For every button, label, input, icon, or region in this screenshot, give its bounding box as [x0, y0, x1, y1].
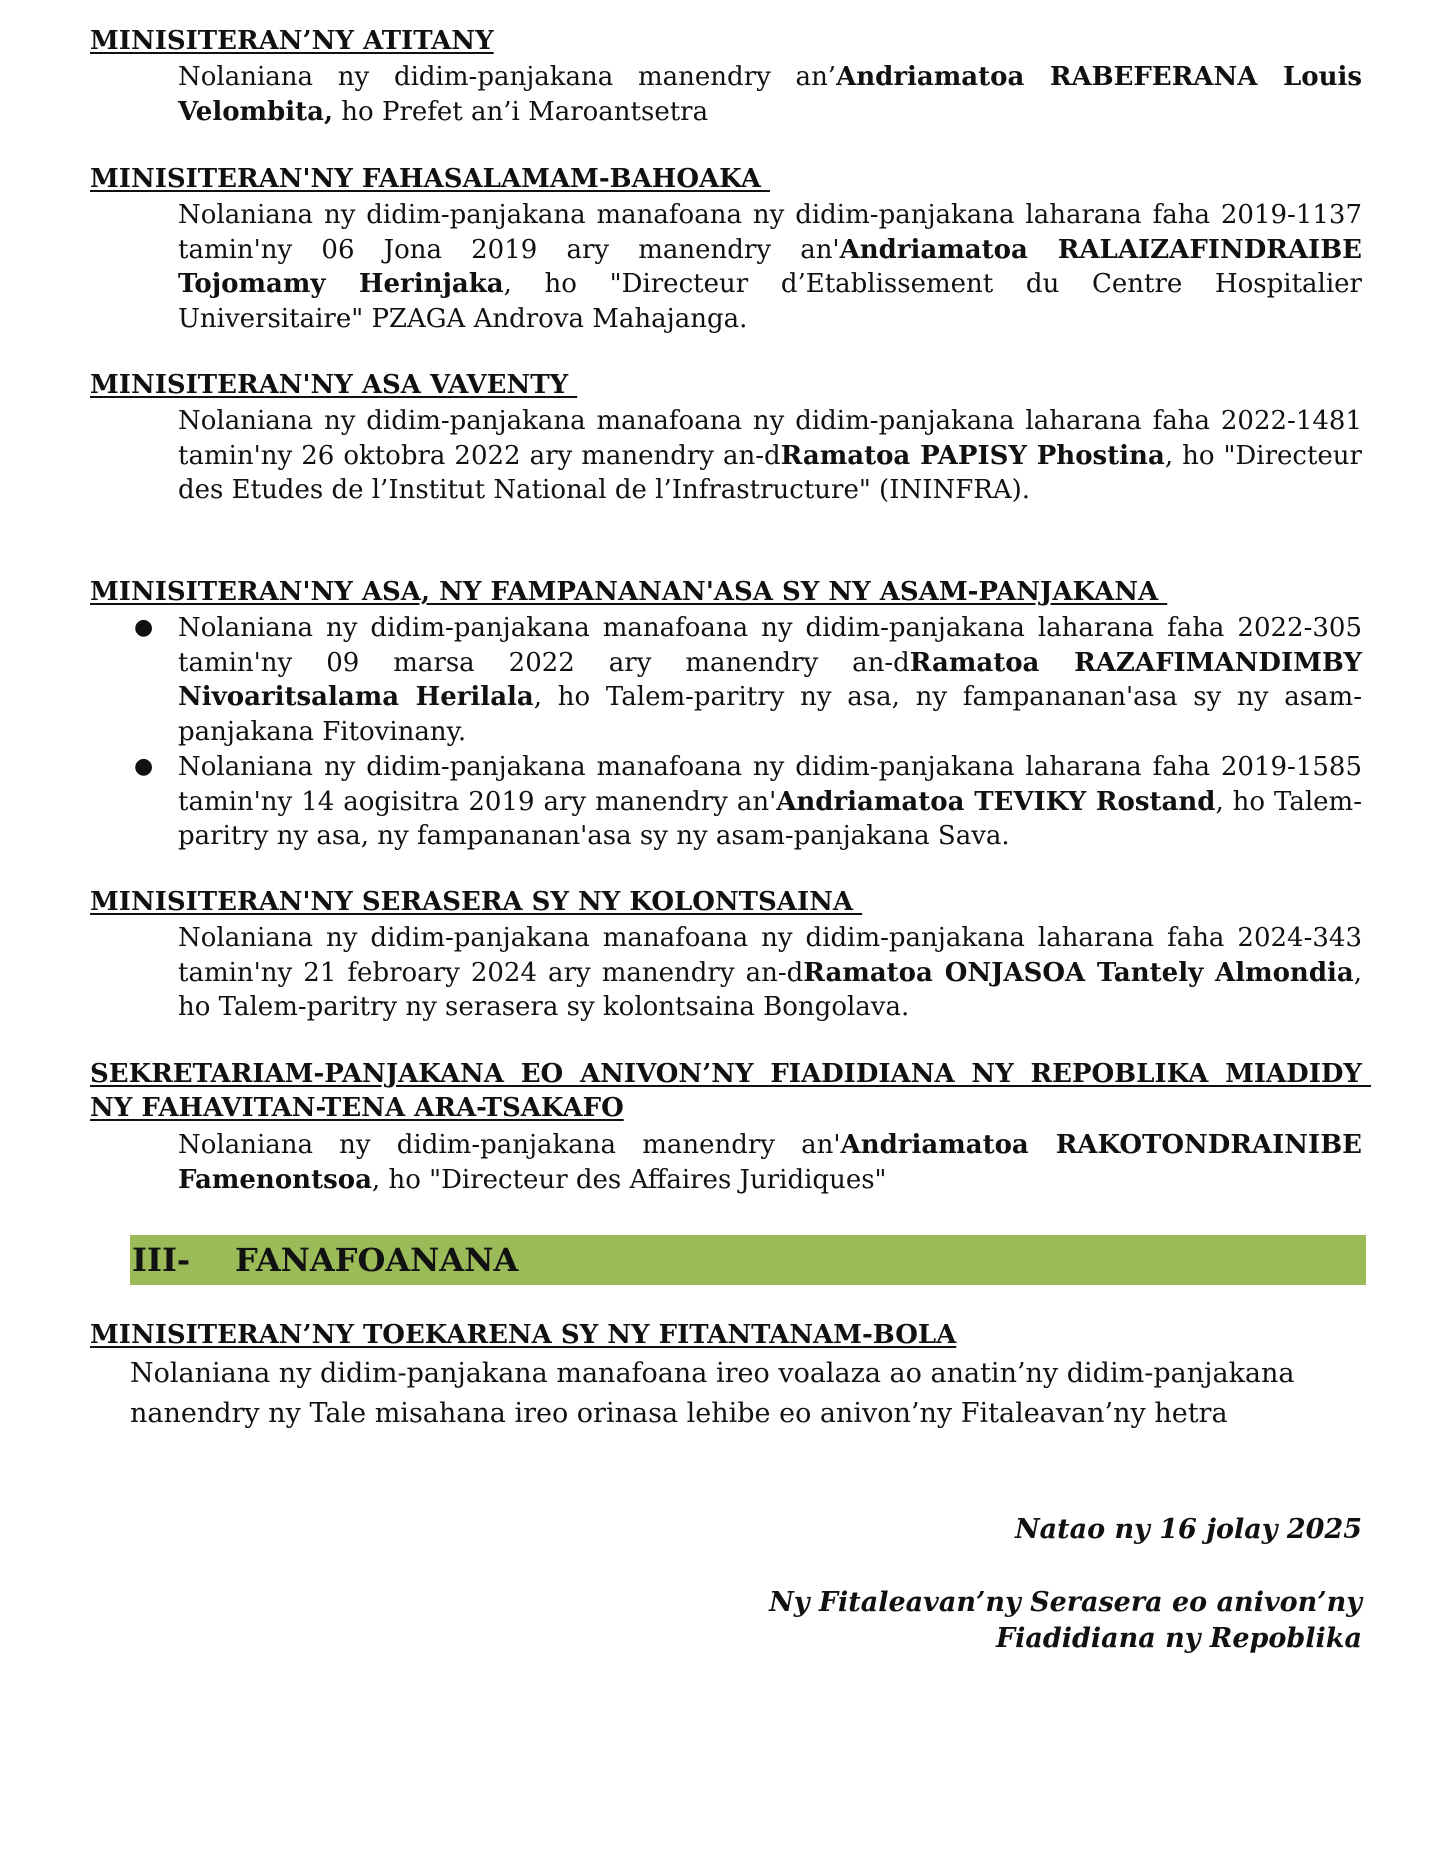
paragraph-text: ho Prefet an’i Maroantsetra	[333, 96, 709, 127]
appointee-name: Andriamatoa RALAIZAFINDRAIBE Tojomamy Herinjaka	[178, 234, 1362, 299]
paragraph-toekarena: Nolaniana ny didim-panjakana manafoana ireo voalaza ao anatin’ny didim-panjakana nanendry ny Tale misahana ireo orinasa lehibe eo anivon’ny Fitaleavan’ny hetra	[130, 1358, 1295, 1429]
paragraph-text: , ho "Directeur des Etudes de l’Institut National de l’Infrastructure" (ININFRA).	[178, 440, 1362, 505]
paragraph-text: , ho "Directeur des Affaires Juridiques"	[371, 1164, 887, 1195]
list-item	[178, 611, 1362, 749]
section-heading-atitany: MINISITERAN’NY ATITANY	[90, 26, 494, 56]
appointee-name: Ramatoa RAZAFIMANDIMBY Nivoaritsalama Herilala	[178, 647, 1362, 712]
list-item	[178, 750, 1362, 854]
section-heading-asa-vaventy: MINISITERAN'NY ASA VAVENTY	[90, 370, 578, 400]
paragraph-text: Nolaniana ny didim-panjakana manafoana ny didim-panjakana laharana faha 2019-1137 tamin'ny 06 Jona 2019 ary manendry an'	[178, 200, 1362, 265]
appointee-name: Ramatoa PAPISY Phostina	[780, 440, 1165, 471]
section-heading-toekarena: MINISITERAN’NY TOEKARENA SY NY FITANTANAM-BOLA	[90, 1320, 957, 1350]
bullet-icon: ●	[134, 615, 154, 640]
paragraph-text: Nolaniana ny didim-panjakana manendry an’	[178, 62, 837, 92]
section-heading-serasera: MINISITERAN'NY SERASERA SY NY KOLONTSAINA	[90, 887, 863, 917]
paragraph-text: Nolaniana ny didim-panjakana manendry an'	[178, 1130, 841, 1160]
section-number: III-	[132, 1241, 191, 1279]
paragraph-text: , ho Talem-paritry ny serasera sy kolontsaina Bongolava.	[178, 957, 1362, 1022]
paragraph-text: Nolaniana ny didim-panjakana manafoana ny didim-panjakana laharana faha 2024-343 tamin'ny 21 febroary 2024 ary manendry an-d	[178, 923, 1362, 988]
appointee-name: Andriamatoa TEVIKY Rostand	[776, 786, 1216, 817]
paragraph-text: Nolaniana ny didim-panjakana manafoana ny didim-panjakana laharana faha 2022-1481 tamin'ny 26 oktobra 2022 ary manendry an-d	[178, 406, 1362, 471]
paragraph-text: , ho "Directeur d’Etablissement du Centre Hospitalier Universitaire" PZAGA Androva Mahajanga.	[178, 269, 1362, 334]
paragraph-text: Nolaniana ny didim-panjakana manafoana ny didim-panjakana laharana faha 2022-305 tamin'ny 09 marsa 2022 ary manendry an-d	[178, 613, 1362, 678]
paragraph-fahasalamam-bahoaka	[178, 198, 1362, 336]
paragraph-asa-vaventy	[178, 404, 1362, 508]
paragraph-text: Nolaniana ny didim-panjakana manafoana ny didim-panjakana laharana faha 2019-1585 tamin'ny 14 aogisitra 2019 ary manendry an'	[178, 752, 1362, 817]
section-heading-asa-fampananan-asa: MINISITERAN'NY ASA, NY FAMPANANAN'ASA SY NY ASAM-PANJAKANA	[90, 577, 1168, 607]
signature-line-2: Fiadidiana ny Repoblika	[995, 1623, 1362, 1654]
appointee-name: Andriamatoa RABEFERANA Louis Velombita,	[178, 62, 1362, 127]
paragraph-text: , ho Talem-paritry ny asa, ny fampananan'asa sy ny asam-panjakana Sava.	[178, 786, 1362, 851]
paragraph-atitany	[178, 60, 1362, 129]
paragraph-serasera	[178, 921, 1362, 1025]
paragraph-text: , ho Talem-paritry ny asa, ny fampananan'asa sy ny asam-panjakana Fitovinany.	[178, 682, 1362, 747]
date-line: Natao ny 16 jolay 2025	[1014, 1514, 1362, 1545]
section-heading-sekretariam-panjakana: SEKRETARIAM-PANJAKANA EO ANIVON’NY FIADIDIANA NY REPOBLIKA MIADIDY NY FAHAVITAN-TENA ARA-TSAKAFO	[90, 1059, 1372, 1123]
appointee-name: Ramatoa ONJASOA Tantely Almondia	[803, 957, 1354, 988]
section-heading-fahasalamam-bahoaka: MINISITERAN'NY FAHASALAMAM-BAHOAKA	[90, 164, 770, 194]
section-title: FANAFOANANA	[235, 1241, 519, 1279]
bullet-icon: ●	[134, 754, 154, 779]
appointee-name: Andriamatoa RAKOTONDRAINIBE Famenontsoa	[178, 1130, 1362, 1195]
signature-line-1: Ny Fitaleavan’ny Serasera eo anivon’ny	[769, 1587, 1362, 1618]
section-iii-bar	[130, 1235, 1366, 1285]
paragraph-sekretariam-panjakana	[178, 1128, 1362, 1197]
